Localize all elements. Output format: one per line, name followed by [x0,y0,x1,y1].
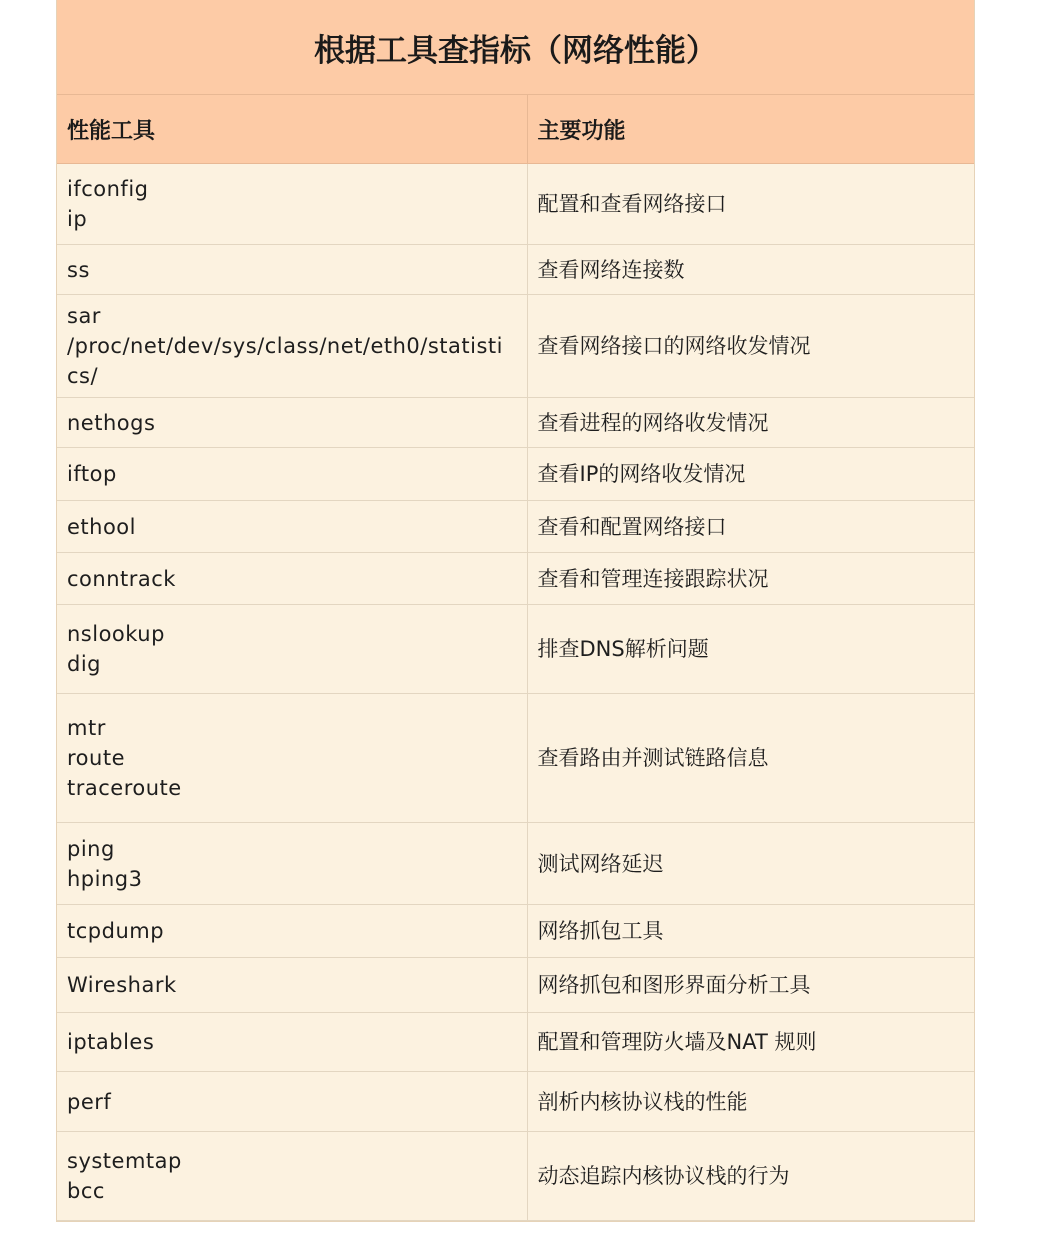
function-cell: 配置和查看网络接口 [527,164,974,245]
table-body [57,164,974,1221]
function-cell: 查看和管理连接跟踪状况 [527,553,974,605]
tool-cell [57,1013,527,1072]
table-row [57,501,974,553]
function-cell: 查看和配置网络接口 [527,501,974,553]
table-row [57,553,974,605]
table-row [57,605,974,694]
tool-name: dig [67,652,101,676]
tool-cell [57,448,527,501]
tool-name: ethool [67,514,136,539]
table-row [57,1013,974,1072]
table-row [57,164,974,245]
function-cell: 排查DNS解析问题 [527,605,974,694]
title-row [57,0,974,95]
tool-name: ip [67,207,88,231]
tool-name: traceroute [67,776,182,800]
function-cell: 查看IP的网络收发情况 [527,448,974,501]
tool-name: route [67,746,125,770]
header-tools: 性能工具 [57,95,527,164]
tool-name: systemtap [67,1149,182,1173]
function-cell: 动态追踪内核协议栈的行为 [527,1132,974,1221]
header-row [57,95,974,164]
tool-name: ss [67,257,90,282]
tool-name: nethogs [67,410,156,435]
function-cell: 查看网络连接数 [527,245,974,295]
tool-cell [57,1132,527,1221]
tool-name: iftop [67,462,117,486]
tool-cell [57,245,527,295]
tool-cell [57,501,527,553]
tool-name: conntrack [67,566,176,591]
tool-name: sar [67,304,101,328]
table-row [57,694,974,823]
table-row [57,1132,974,1221]
tool-name: cs/ [67,364,99,388]
table-title: 根据工具查指标（网络性能） [57,0,974,95]
tool-cell [57,694,527,823]
tool-cell [57,164,527,245]
tool-name: nslookup [67,622,165,646]
tool-name: ifconfig [67,177,149,201]
function-cell: 剖析内核协议栈的性能 [527,1072,974,1132]
table-row [57,823,974,905]
tool-name: /proc/net/dev/sys/class/net/eth0/statisti [67,334,503,358]
table-row [57,448,974,501]
tool-name: mtr [67,716,106,740]
table-row [57,398,974,448]
tool-name: bcc [67,1179,105,1203]
tool-name: iptables [67,1030,155,1054]
network-tools-table [56,0,975,1222]
tool-name: perf [67,1089,112,1114]
tool-name: ping [67,836,115,861]
tool-cell [57,1072,527,1132]
tool-cell [57,605,527,694]
table-row [57,245,974,295]
header-function: 主要功能 [527,95,974,164]
function-cell: 网络抓包和图形界面分析工具 [527,958,974,1013]
table-row [57,958,974,1013]
function-cell: 测试网络延迟 [527,823,974,905]
function-cell: 查看路由并测试链路信息 [527,694,974,823]
function-cell: 配置和管理防火墙及NAT 规则 [527,1013,974,1072]
tool-cell [57,398,527,448]
table [57,0,974,1221]
table-row [57,295,974,398]
tool-name: Wireshark [67,973,177,997]
table-row [57,905,974,958]
tool-name: hping3 [67,866,143,891]
tool-cell [57,823,527,905]
table-row [57,1072,974,1132]
function-cell: 查看进程的网络收发情况 [527,398,974,448]
tool-cell [57,905,527,958]
tool-cell [57,553,527,605]
tool-cell [57,295,527,398]
function-cell: 网络抓包工具 [527,905,974,958]
tool-cell [57,958,527,1013]
tool-name: tcpdump [67,919,165,943]
function-cell: 查看网络接口的网络收发情况 [527,295,974,398]
